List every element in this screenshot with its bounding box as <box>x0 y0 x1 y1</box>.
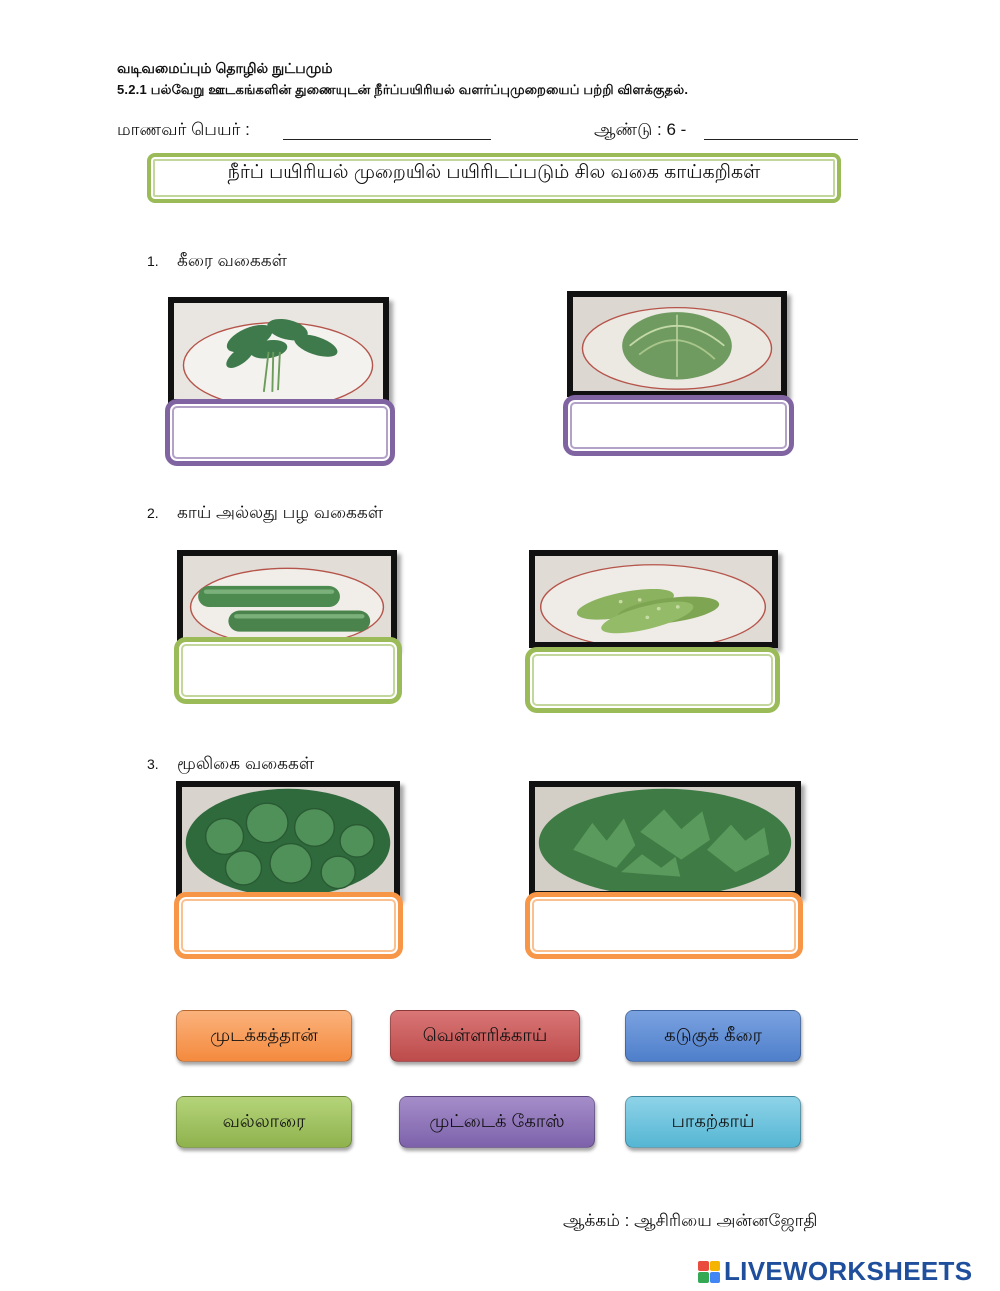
author-credit: ஆக்கம் : ஆசிரியை அன்னஜோதி <box>563 1211 818 1230</box>
bitter-gourd-photo <box>529 550 778 648</box>
worksheet-title-text: நீர்ப் பயிரியல் முறையில் பயிரிடப்படும் சில வகை காய்கறிகள் <box>227 162 761 183</box>
round-leaves-icon <box>182 787 394 893</box>
answer-box-4[interactable] <box>525 647 780 713</box>
word-chip-label: முட்டைக் கோஸ் <box>429 1110 565 1131</box>
cabbage-photo <box>567 291 787 397</box>
answer-box-1[interactable] <box>165 399 395 466</box>
word-chip-pagarkai[interactable] <box>625 1096 801 1148</box>
word-chip-kaduku-keerai[interactable] <box>625 1010 801 1062</box>
bitter-gourd-icon <box>535 556 772 642</box>
cucumber-icon <box>183 556 391 644</box>
balloon-vine-photo <box>529 781 801 897</box>
answer-box-5[interactable] <box>174 892 403 959</box>
year-label: ஆண்டு : 6 - <box>594 120 687 139</box>
answer-box-3[interactable] <box>174 637 402 704</box>
section-1-number: 1. <box>147 253 159 269</box>
section-1-label: கீரை வகைகள் <box>177 251 287 270</box>
word-chip-muttai-kos[interactable] <box>399 1096 595 1148</box>
cucumber-photo <box>177 550 397 650</box>
student-name-line <box>283 139 491 140</box>
word-chip-label: கடுகுக் கீரை <box>664 1024 762 1045</box>
cabbage-icon <box>573 297 781 391</box>
year-line <box>704 139 858 140</box>
centella-photo <box>176 781 400 899</box>
word-chip-mudakkathan[interactable] <box>176 1010 352 1062</box>
leafy-greens-icon <box>174 303 383 399</box>
section-3-label: மூலிகை வகைகள் <box>177 754 315 773</box>
liveworksheets-logo-icon <box>698 1261 720 1283</box>
section-3-heading <box>147 754 314 776</box>
brand-name: LIVEWORKSHEETS <box>724 1256 973 1286</box>
word-chip-label: வல்லாரை <box>222 1110 306 1131</box>
word-chip-vellarikkai[interactable] <box>390 1010 580 1062</box>
section-1-heading <box>147 251 287 273</box>
word-chip-vallarai[interactable] <box>176 1096 352 1148</box>
answer-box-2[interactable] <box>563 395 794 456</box>
word-chip-label: வெள்ளரிக்காய் <box>422 1024 548 1045</box>
word-chip-label: பாகற்காய் <box>671 1110 755 1131</box>
learning-objective: 5.2.1 பல்வேறு ஊடகங்களின் துணையுடன் நீர்ப்பயிரியல் வளர்ப்புமுறையைப் பற்றி விளக்குதல். <box>117 82 689 97</box>
word-chip-label: முடக்கத்தான் <box>210 1024 318 1045</box>
worksheet-title <box>147 153 841 203</box>
answer-box-6[interactable] <box>525 892 803 959</box>
section-2-number: 2. <box>147 505 159 521</box>
liveworksheets-brand[interactable] <box>698 1256 972 1287</box>
section-2-label: காய் அல்லது பழ வகைகள் <box>177 503 384 522</box>
lobed-leaves-icon <box>535 787 795 891</box>
mustard-greens-photo <box>168 297 389 405</box>
section-2-heading <box>147 503 383 525</box>
student-name-label: மாணவர் பெயர் : <box>117 120 250 139</box>
subject-title: வடிவமைப்பும் தொழில் நுட்பமும் <box>117 60 333 76</box>
section-3-number: 3. <box>147 756 159 772</box>
